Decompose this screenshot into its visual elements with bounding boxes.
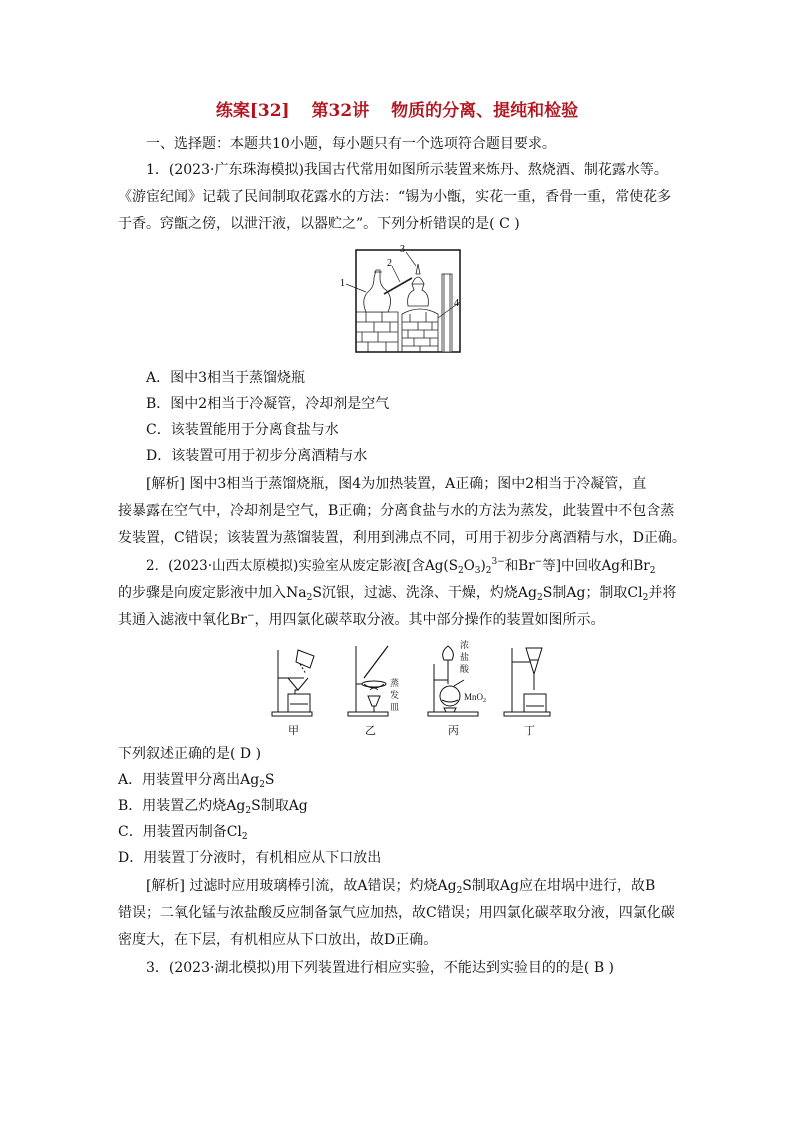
q2-stem-line2: 的步骤是向废定影液中加入$Na_2S$沉银，过滤、洗涤、干燥，灼烧$Ag_2S$制Ag；制取$Cl_2$并将: [118, 585, 677, 603]
q1-fig-label-4: 4: [454, 298, 459, 309]
caption-yi: 乙: [365, 724, 376, 737]
q2-analysis-line3: 密度大，在下层，有机相应从下口放出，故D正确。: [118, 932, 438, 948]
q2-analysis-line1: [解析] 过滤时应用玻璃棒引流，故A错误；灼烧$Ag_2S$制取Ag应在坩埚中进行，故B: [146, 878, 656, 896]
q2-analysis-line2: 错误；二氧化锰与浓盐酸反应制备氯气应加热，故C错误；用四氯化碳萃取分液，四氯化碳: [118, 905, 675, 921]
q2-stem-line1: 2．(2023·山西太原模拟)实验室从废定影液[含$Ag(S_2O_3)_2^{3-}$和Br−等]中回收Ag和$Br_2$: [146, 557, 656, 576]
q1-distillation-figure: [338, 244, 462, 354]
caption-bing: 丙: [448, 724, 459, 737]
q2-option-d: D．用装置丁分液时，有机相应从下口放出: [118, 850, 382, 866]
q1-fig-label-3: 3: [400, 244, 405, 255]
caption-jia: 甲: [288, 724, 299, 737]
q1-fig-label-1: 1: [340, 278, 345, 289]
page-title: [0, 96, 794, 121]
label-acid-1: 浓: [460, 641, 470, 651]
q1-fig-label-2: 2: [387, 258, 392, 269]
q2-option-c: C．用装置丙制备$Cl_2$: [118, 824, 248, 842]
q1-stem-line3: 于香。窍甑之傍，以泄汗液，以器贮之”。下列分析错误的是( C ): [118, 216, 520, 232]
label-evap-3: 皿: [390, 703, 400, 713]
q3-stem-line1: 3．(2023·湖北模拟)用下列装置进行相应实验，不能达到实验目的的是( B ): [146, 960, 615, 976]
label-acid-3: 酸: [460, 665, 470, 675]
q1-option-d: D．该装置可用于初步分离酒精与水: [146, 448, 368, 464]
q1-option-a: A．图中3相当于蒸馏烧瓶: [146, 370, 306, 386]
q2-option-a: A．用装置甲分离出$Ag_2S$: [118, 772, 275, 790]
apparatus-bing: [428, 646, 478, 716]
q2-apparatus-figure: [268, 638, 558, 738]
apparatus-jia: [272, 650, 314, 716]
label-evap-2: 发: [390, 691, 400, 701]
title-lecture-number: 第32讲: [311, 101, 370, 121]
q2-option-b: B．用装置乙灼烧$Ag_2S$制取Ag: [118, 798, 308, 816]
q1-analysis-line2: 接暴露在空气中，冷却剂是空气，B正确；分离食盐与水的方法为蒸发，此装置中不包含蒸: [118, 503, 675, 519]
q1-option-b: B．图中2相当于冷凝管，冷却剂是空气: [146, 396, 390, 412]
title-topic: 物质的分离、提纯和检验: [391, 101, 579, 121]
q1-stem-line1: 1．(2023·广东珠海模拟)我国古代常用如图所示装置来炼丹、熬烧酒、制花露水等。: [146, 162, 668, 178]
label-evap-1: 蒸: [390, 679, 400, 689]
section-heading: 一、选择题：本题共10小题，每小题只有一个选项符合题目要求。: [146, 136, 556, 152]
title-exercise-number: 练案[32]: [215, 101, 290, 121]
q1-option-c: C．该装置能用于分离食盐与水: [146, 422, 339, 438]
caption-ding: 丁: [524, 724, 535, 737]
q1-analysis-line3: 发装置，C错误；该装置为蒸馏装置，利用到沸点不同，可用于初步分离酒精与水，D正确。: [118, 530, 686, 546]
label-acid-2: 盐: [460, 653, 470, 663]
apparatus-yi: [348, 646, 388, 716]
q2-question-stem: 下列叙述正确的是( D ): [118, 746, 262, 762]
q1-analysis-line1: [解析] 图中3相当于蒸馏烧瓶，图4为加热装置，A正确；图中2相当于冷凝管，直: [146, 476, 647, 492]
label-mno2: MnO$_2$: [464, 692, 487, 704]
q2-stem-line3: 其通入滤液中氧化Br−，用四氯化碳萃取分液。其中部分操作的装置如图所示。: [118, 611, 605, 628]
apparatus-ding: [504, 648, 550, 716]
q1-stem-line2: 《游宦纪闻》记载了民间制取花露水的方法：“锡为小甑，实花一重，香骨一重，常使花多: [118, 189, 672, 205]
